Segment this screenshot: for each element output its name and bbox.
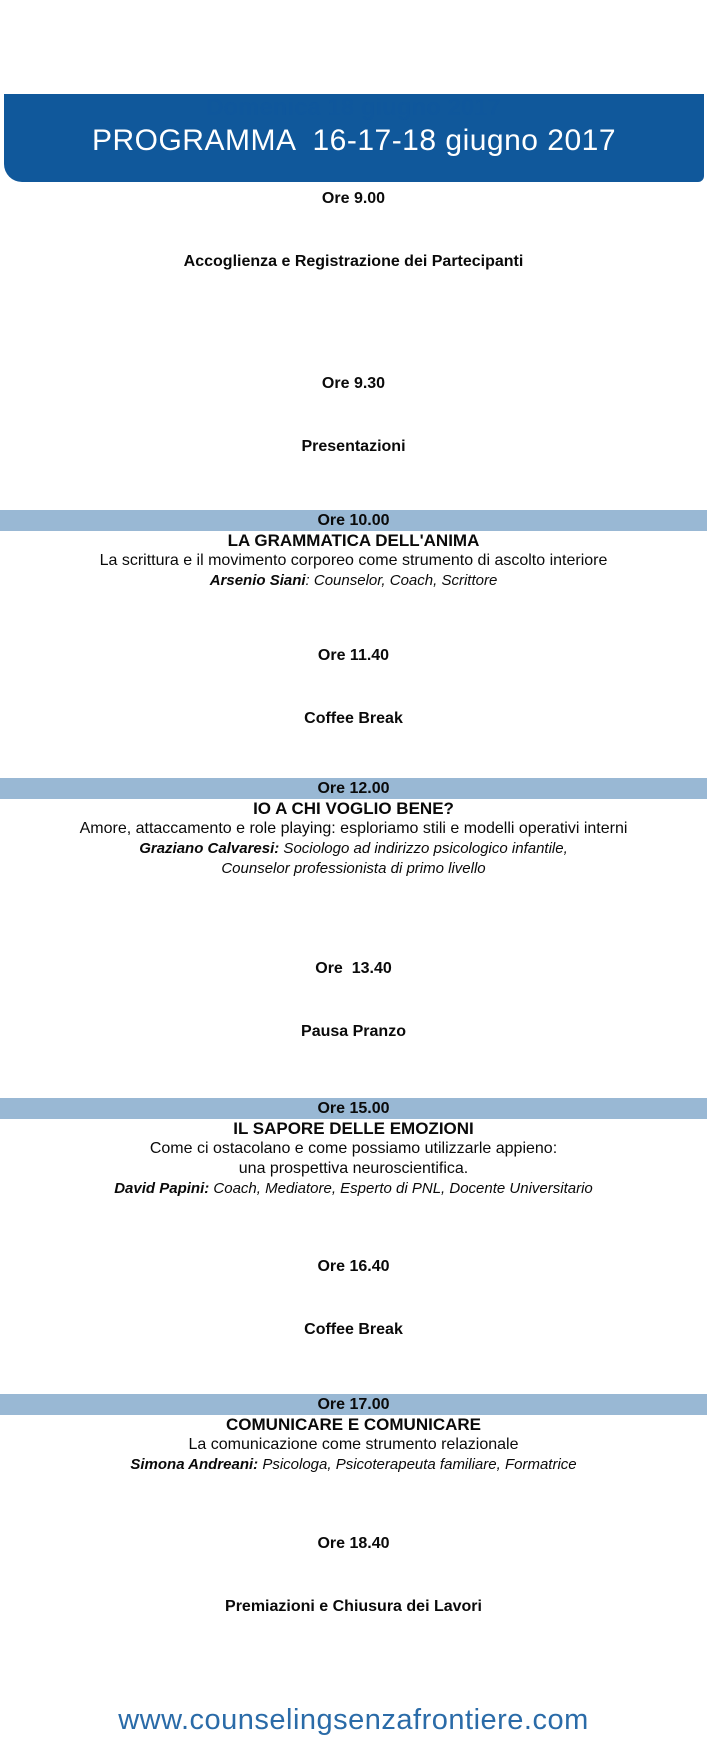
- entry-label: Accoglienza e Registrazione dei Partecipanti: [183, 253, 524, 270]
- entry-time: Ore 13.40: [315, 960, 392, 977]
- session-title: LA GRAMMATICA DELL'ANIMA: [227, 531, 480, 550]
- session-block: [0, 1415, 707, 1475]
- entry-time: Ore 9.00: [321, 190, 386, 207]
- session-block: [0, 1119, 707, 1199]
- entry-time: Ore 11.40: [317, 647, 390, 664]
- session-block: [0, 799, 707, 879]
- session-title: IL SAPORE DELLE EMOZIONI: [233, 1119, 474, 1138]
- page-title: PROGRAMMA 16-17-18 giugno 2017: [91, 124, 617, 157]
- speaker-credit: [0, 1455, 707, 1475]
- session-title: COMUNICARE E COMUNICARE: [226, 1415, 481, 1434]
- speaker-name: Simona Andreani:: [130, 1456, 259, 1473]
- entry-label: Coffee Break: [304, 710, 403, 727]
- speaker-name: Arsenio Siani: [209, 572, 306, 589]
- schedule-entry: [0, 603, 707, 771]
- entry-time: Ore 16.40: [317, 1258, 390, 1275]
- speaker-credit: [0, 839, 707, 859]
- session-description: La scrittura e il movimento corporeo come strumento di ascolto interiore: [99, 552, 608, 569]
- entry-label: Premiazioni e Chiusura dei Lavori: [225, 1598, 482, 1615]
- session-band: Ore 17.00: [0, 1394, 707, 1415]
- session-band: Ore 10.00: [0, 510, 707, 531]
- schedule-entry: [0, 916, 707, 1084]
- session-description: La comunicazione come strumento relazionale: [188, 1436, 519, 1453]
- speaker-name: Graziano Calvaresi:: [139, 840, 280, 857]
- session-title: IO A CHI VOGLIO BENE?: [253, 799, 454, 818]
- schedule-entry: [0, 146, 707, 314]
- program-content: [0, 94, 707, 1737]
- entry-label: Coffee Break: [304, 1321, 403, 1338]
- schedule-entry: [0, 331, 707, 499]
- entry-label: Pausa Pranzo: [301, 1023, 406, 1040]
- speaker-roles: Psicologa, Psicoterapeuta familiare, Formatrice: [258, 1456, 577, 1473]
- speaker-name: David Papini:: [114, 1180, 210, 1197]
- session-description: Amore, attaccamento e role playing: esploriamo stili e modelli operativi interni: [79, 820, 628, 837]
- session-band: Ore 12.00: [0, 778, 707, 799]
- entry-time: Ore 18.40: [317, 1535, 390, 1552]
- speaker-credit: [0, 571, 707, 591]
- speaker-credit: [0, 1179, 707, 1199]
- speaker-roles: Sociologo ad indirizzo psicologico infantile,: [279, 840, 568, 857]
- schedule-entry: [0, 1214, 707, 1382]
- session-description: una prospettiva neuroscientifica.: [238, 1160, 469, 1177]
- session-description: Come ci ostacolano e come possiamo utilizzarle appieno:: [149, 1140, 558, 1157]
- session-band: Ore 15.00: [0, 1098, 707, 1119]
- speaker-roles: Coach, Mediatore, Esperto di PNL, Docente Universitario: [209, 1180, 593, 1197]
- entry-label: Presentazioni: [301, 438, 406, 455]
- entry-time: Ore 9.30: [321, 375, 386, 392]
- session-block: [0, 531, 707, 591]
- schedule-entry: [0, 1491, 707, 1659]
- program-page: [0, 94, 707, 1736]
- speaker-credit-extra: Counselor professionista di primo livello: [221, 860, 486, 877]
- day-subtitle: Domenica 18 giugno 2017: [206, 94, 501, 121]
- website-link[interactable]: www.counselingsenzafrontiere.com: [118, 1704, 589, 1736]
- speaker-roles: : Counselor, Coach, Scrittore: [305, 572, 498, 589]
